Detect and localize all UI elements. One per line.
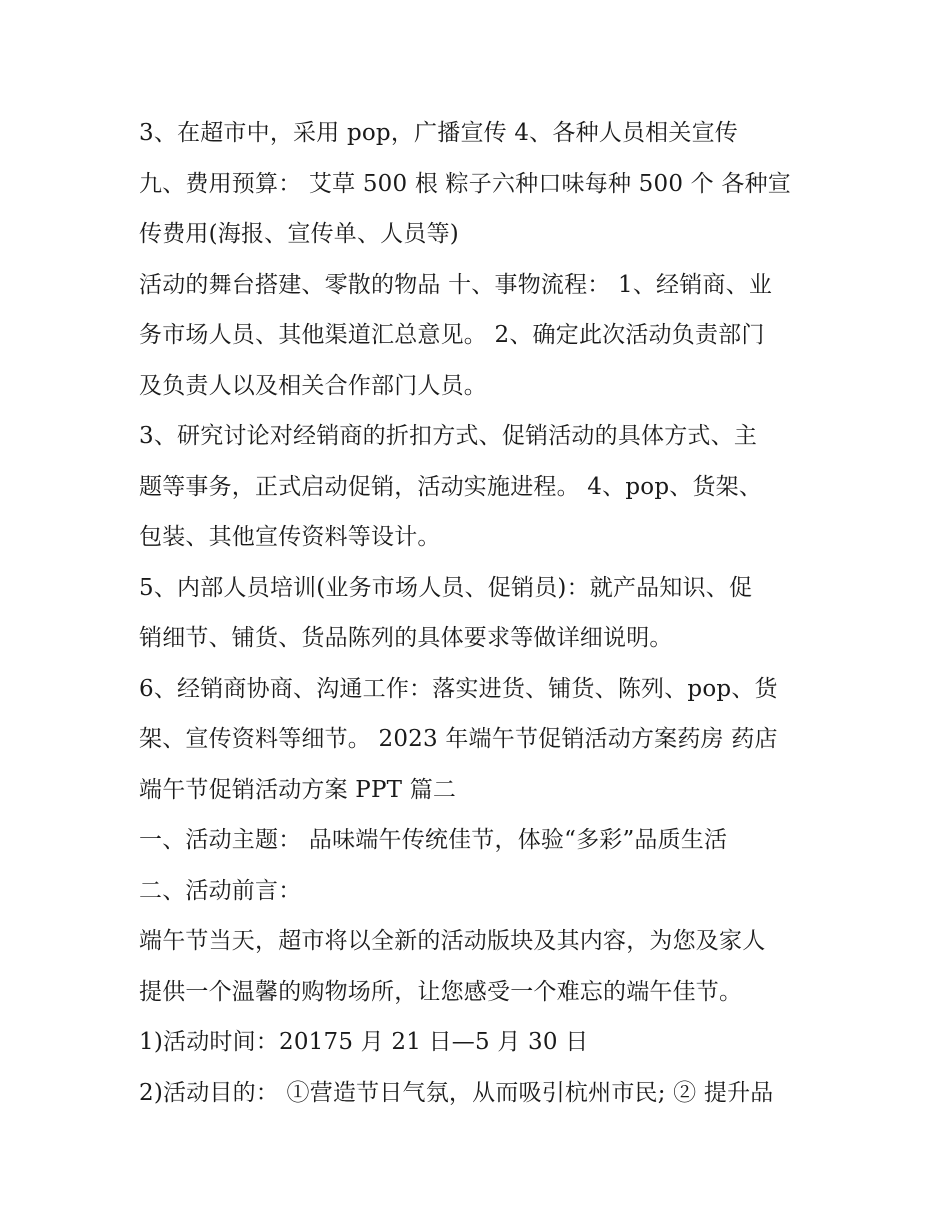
text-line: 3、在超市中，采用 pop，广播宣传 4、各种人员相关宣传 bbox=[139, 120, 738, 146]
text-line: 一、活动主题： 品味端午传统佳节，体验“多彩”品质生活 bbox=[139, 827, 728, 853]
text-line: 3、研究讨论对经销商的折扣方式、促销活动的具体方式、主 bbox=[139, 423, 758, 449]
text-line: 九、费用预算： 艾草 500 根 粽子六种口味每种 500 个 各种宣 bbox=[139, 170, 791, 197]
document-body bbox=[139, 108, 829, 1118]
text-line: 端午节促销活动方案 PPT 篇二 bbox=[139, 776, 457, 803]
text-line: 务市场人员、其他渠道汇总意见。 2、确定此次活动负责部门 bbox=[139, 322, 765, 348]
text-line: 架、宣传资料等细节。 2023 年端午节促销活动方案药房 药店 bbox=[139, 726, 778, 752]
text-line: 销细节、铺货、货品陈列的具体要求等做详细说明。 bbox=[139, 625, 673, 651]
text-line: 二、活动前言： bbox=[139, 877, 302, 904]
text-line: 提供一个温馨的购物场所，让您感受一个难忘的端午佳节。 bbox=[139, 978, 743, 1005]
text-line: 1)活动时间：20175 月 21 日—5 月 30 日 bbox=[139, 1029, 589, 1055]
text-line: 活动的舞台搭建、零散的物品 十、事物流程： 1、经销商、业 bbox=[139, 271, 773, 298]
text-line: 2)活动目的： ①营造节日气氛，从而吸引杭州市民; ② 提升品 bbox=[139, 1079, 774, 1106]
text-line: 及负责人以及相关合作部门人员。 bbox=[139, 372, 487, 399]
text-line: 端午节当天，超市将以全新的活动版块及其内容，为您及家人 bbox=[139, 928, 766, 954]
text-line: 6、经销商协商、沟通工作：落实进货、铺货、陈列、pop、货 bbox=[139, 675, 778, 702]
text-line: 5、内部人员培训(业务市场人员、促销员)：就产品知识、促 bbox=[139, 574, 753, 601]
text-line: 传费用(海报、宣传单、人员等) bbox=[139, 221, 459, 247]
text-line: 题等事务，正式启动促销，活动实施进程。 4、pop、货架、 bbox=[139, 473, 763, 500]
text-line: 包装、其他宣传资料等设计。 bbox=[139, 524, 441, 550]
